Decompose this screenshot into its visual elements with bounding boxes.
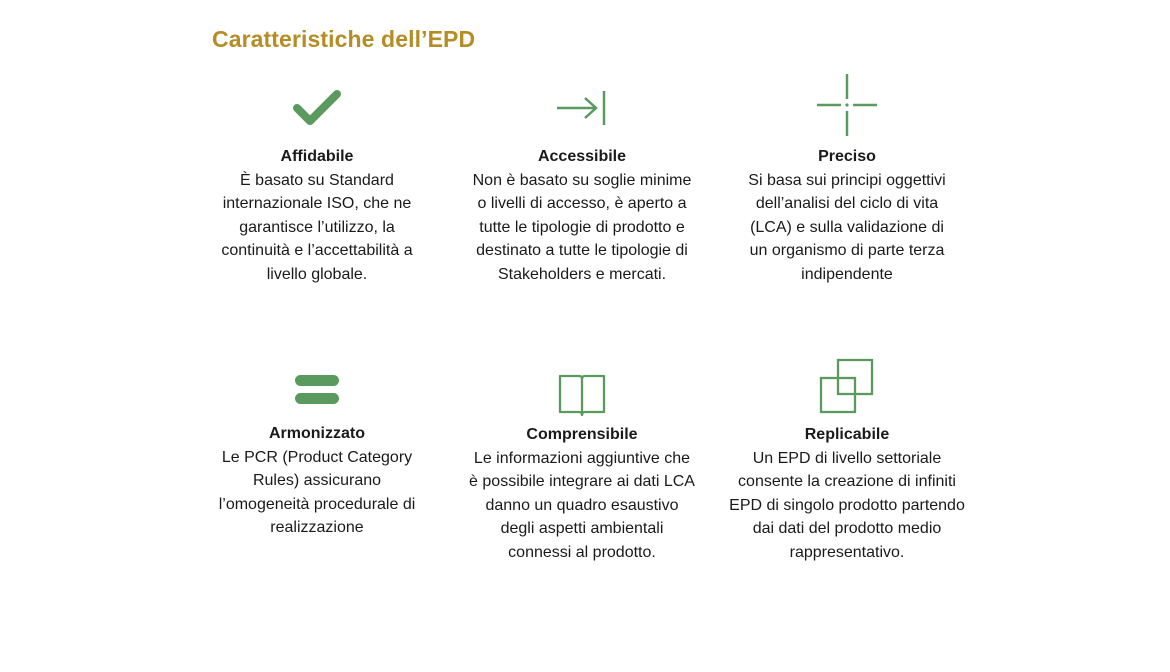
feature-name: Replicabile <box>804 426 890 443</box>
arrow-to-bar-icon <box>554 88 610 128</box>
feature-name: Accessibile <box>537 148 627 165</box>
feature-card-replicabile <box>727 358 967 565</box>
feature-description: Si basa sui principi oggettivi dell’analisi del ciclo di vita (LCA) e sulla validazione di un organismo di parte terza indipendente <box>748 171 946 283</box>
feature-card-armonizzato <box>197 372 437 540</box>
feature-card-comprensibile <box>462 372 702 565</box>
feature-name: Comprensibile <box>526 426 638 443</box>
copy-squares-icon <box>818 358 876 416</box>
feature-card-preciso <box>727 72 967 287</box>
open-book-icon <box>557 372 607 416</box>
feature-name: Armonizzato <box>269 425 365 442</box>
page-title: Caratteristiche dell’EPD <box>212 26 476 52</box>
feature-name: Affidabile <box>280 148 354 165</box>
feature-name: Preciso <box>818 148 876 165</box>
feature-card-affidabile <box>197 88 437 287</box>
feature-card-accessibile <box>462 88 702 287</box>
checkmark-icon <box>292 88 342 128</box>
feature-description: Le informazioni aggiuntive che è possibile integrare ai dati LCA danno un quadro esaustivo degli aspetti ambientali connessi al prodotto. <box>469 449 695 561</box>
equals-icon <box>293 372 341 408</box>
feature-description: Non è basato su soglie minime o livelli di accesso, è aperto a tutte le tipologie di prodotto e destinato a tutte le tipologie di Stakeholders e mercati. <box>472 171 692 283</box>
feature-description: Un EPD di livello settoriale consente la creazione di infiniti EPD di singolo prodotto partendo dai dati del prodotto medio rappresentativo. <box>729 449 965 561</box>
feature-description: È basato su Standard internazionale ISO, che ne garantisce l’utilizzo, la continuità e l’accettabilità a livello globale. <box>221 171 413 283</box>
crosshair-icon <box>815 72 879 138</box>
feature-description: Le PCR (Product Category Rules) assicurano l’omogeneità procedurale di realizzazione <box>218 448 416 537</box>
